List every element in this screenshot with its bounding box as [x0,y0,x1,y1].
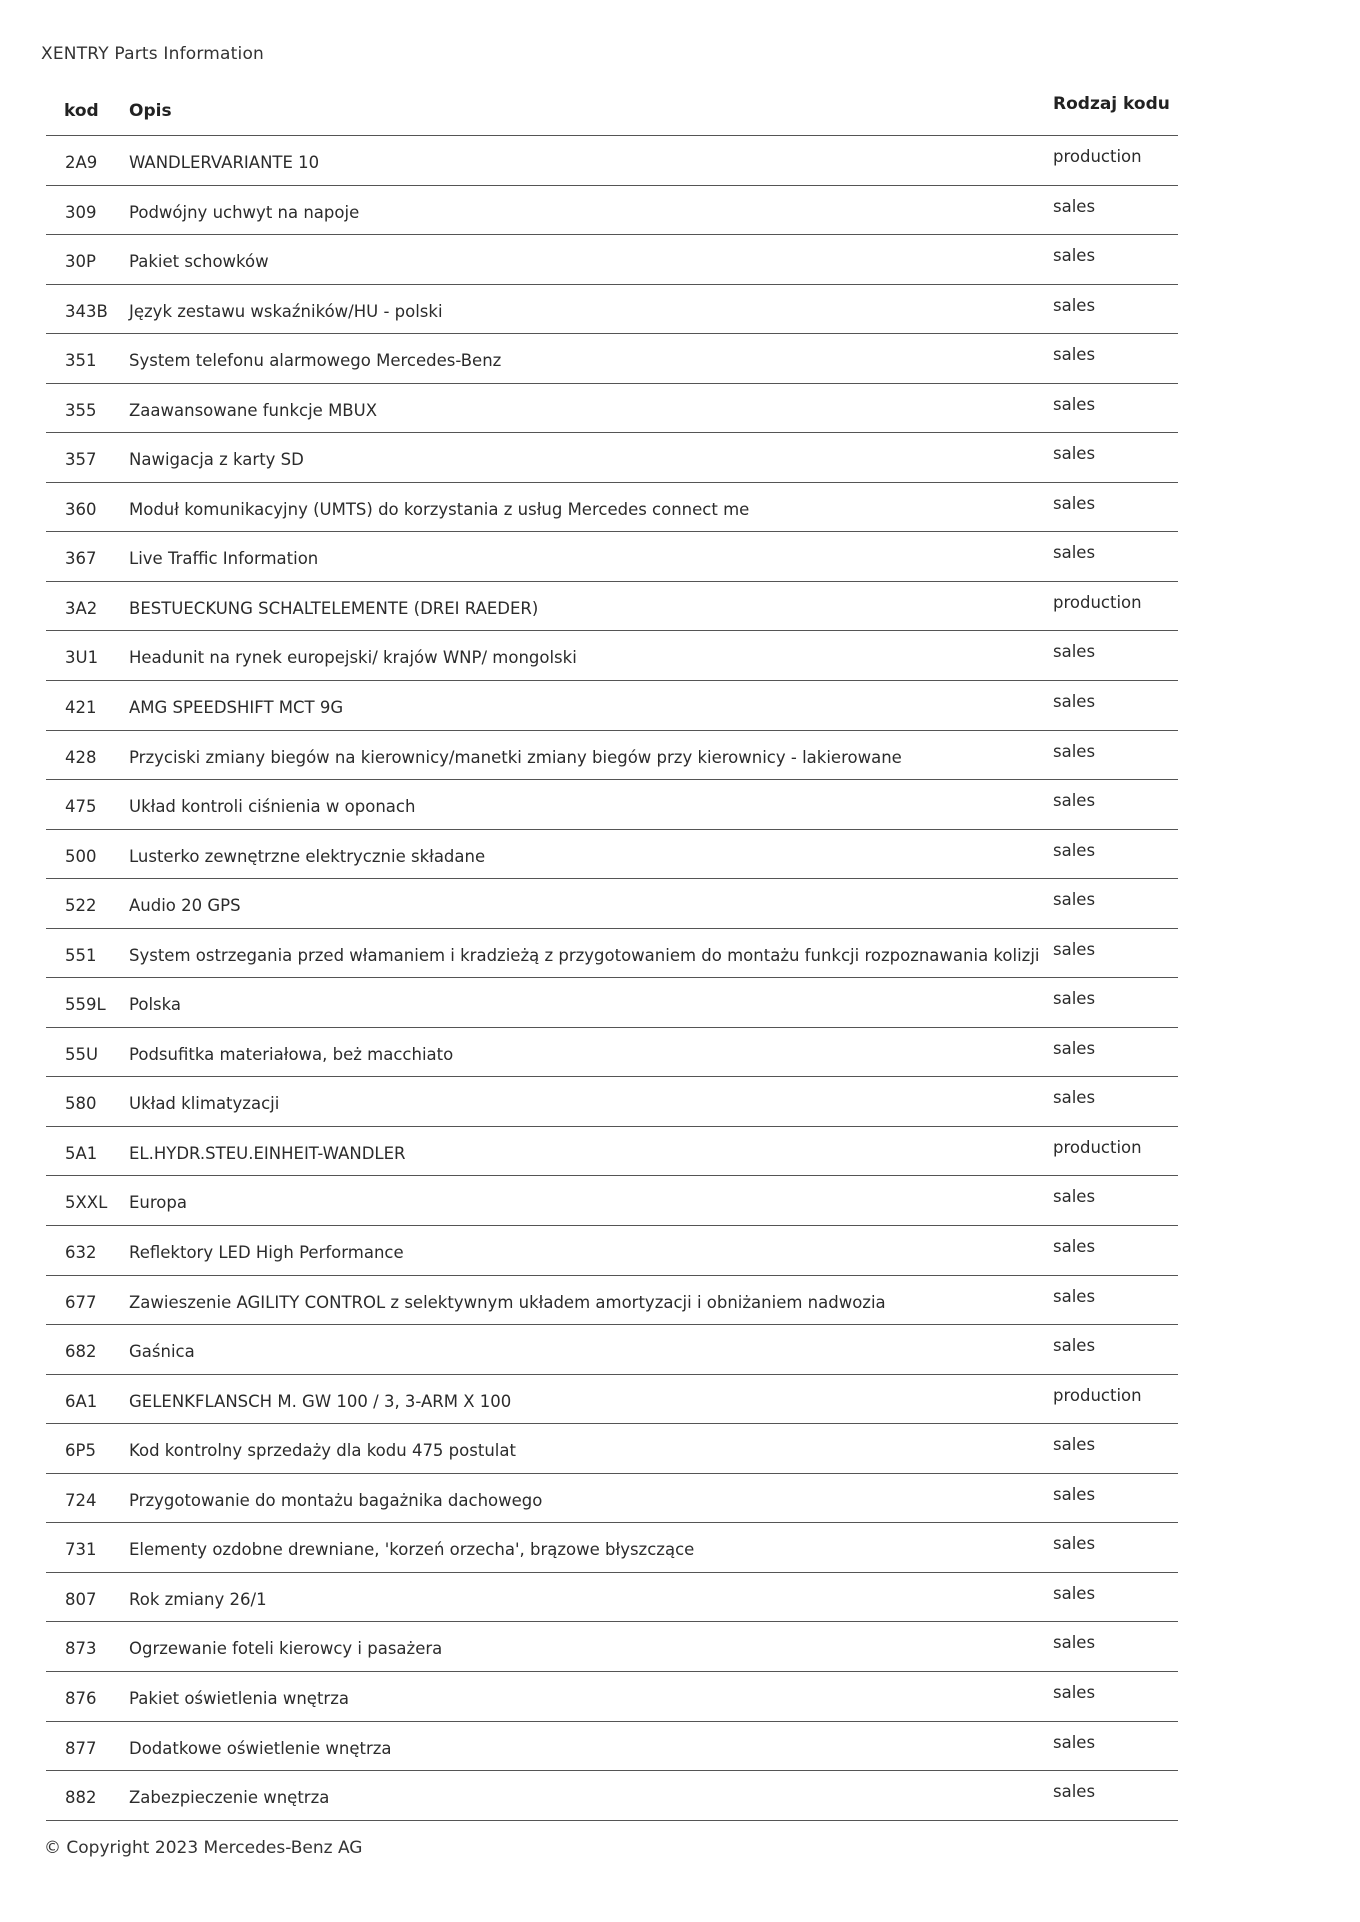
code-cell: 421 [65,698,97,718]
desc-cell: Europa [129,1193,187,1213]
table-row [46,929,1178,979]
code-cell: 724 [65,1490,97,1510]
desc-cell: Gaśnica [129,1342,195,1362]
type-cell: sales [1053,741,1096,761]
table-row [46,1523,1178,1573]
code-cell: 55U [65,1044,99,1064]
table-row [46,285,1178,335]
type-cell: sales [1053,543,1096,563]
table-row [46,1424,1178,1474]
table-row [46,1375,1178,1425]
desc-cell: WANDLERVARIANTE 10 [129,153,320,172]
table-row [46,136,1178,186]
type-cell: sales [1053,493,1096,513]
desc-cell: EL.HYDR.STEU.EINHEIT-WANDLER [129,1143,406,1163]
table-row [46,1176,1178,1226]
table-row [46,1226,1178,1276]
type-cell: production [1053,147,1142,166]
desc-cell: Audio 20 GPS [129,896,241,916]
type-cell: sales [1053,1088,1096,1108]
desc-cell: Przyciski zmiany biegów na kierownicy/manetki zmiany biegów przy kierownicy - lakierowane [129,747,902,767]
code-cell: 807 [65,1589,97,1609]
type-cell: sales [1053,345,1096,365]
codes-table [46,88,1178,1821]
code-cell: 6P5 [65,1441,96,1461]
type-cell: sales [1053,791,1096,811]
code-cell: 877 [65,1738,97,1758]
code-cell: 360 [65,499,97,519]
table-row [46,780,1178,830]
table-row [46,483,1178,533]
code-cell: 30P [65,252,96,272]
type-cell: sales [1053,444,1096,464]
code-cell: 475 [65,797,97,817]
desc-cell: Zawieszenie AGILITY CONTROL z selektywnym układem amortyzacji i obniżaniem nadwozia [129,1292,886,1312]
type-cell: sales [1053,1038,1096,1058]
desc-cell: System ostrzegania przed włamaniem i kradzieżą z przygotowaniem do montażu funkcji rozpoznawania kolizji [129,945,1040,965]
table-row [46,1474,1178,1524]
type-cell: sales [1053,1187,1096,1207]
code-cell: 5XXL [65,1193,108,1213]
desc-cell: Zabezpieczenie wnętrza [129,1788,330,1808]
type-cell: sales [1053,939,1096,959]
table-row [46,1722,1178,1772]
code-cell: 357 [65,450,97,470]
type-cell: sales [1053,1583,1096,1603]
desc-cell: System telefonu alarmowego Mercedes-Benz [129,351,502,371]
desc-cell: Układ klimatyzacji [129,1094,280,1114]
table-row [46,681,1178,731]
table-row [46,582,1178,632]
desc-cell: Headunit na rynek europejski/ krajów WNP/ mongolski [129,648,577,668]
type-cell: production [1053,592,1142,612]
code-cell: 6A1 [65,1391,98,1411]
desc-cell: Kod kontrolny sprzedaży dla kodu 475 postulat [129,1441,516,1461]
code-cell: 343B [65,301,108,321]
code-cell: 873 [65,1639,97,1659]
desc-cell: Ogrzewanie foteli kierowcy i pasażera [129,1639,443,1659]
desc-cell: BESTUECKUNG SCHALTELEMENTE (DREI RAEDER) [129,598,539,618]
type-cell: sales [1053,394,1096,414]
table-row [46,1028,1178,1078]
desc-cell: AMG SPEEDSHIFT MCT 9G [129,698,344,718]
table-row [46,1622,1178,1672]
type-cell: sales [1053,246,1096,266]
table-row [46,235,1178,285]
table-row [46,384,1178,434]
type-cell: sales [1053,196,1096,216]
type-cell: sales [1053,1534,1096,1554]
code-cell: 5A1 [65,1143,98,1163]
code-cell: 551 [65,945,97,965]
table-row [46,731,1178,781]
desc-cell: Dodatkowe oświetlenie wnętrza [129,1738,392,1758]
table-row [46,1771,1178,1821]
type-cell: production [1053,1137,1142,1157]
table-row [46,532,1178,582]
desc-cell: Zaawansowane funkcje MBUX [129,400,378,420]
code-cell: 500 [65,846,97,866]
column-header-code: kod [64,101,99,121]
table-row [46,879,1178,929]
table-row [46,1573,1178,1623]
code-cell: 3A2 [65,598,98,618]
type-cell: sales [1053,1336,1096,1356]
copyright-footer: © Copyright 2023 Mercedes-Benz AG [44,1838,363,1858]
desc-cell: GELENKFLANSCH M. GW 100 / 3, 3-ARM X 100 [129,1391,512,1411]
type-cell: sales [1053,1435,1096,1455]
code-cell: 2A9 [65,153,98,172]
type-cell: sales [1053,840,1096,860]
table-row [46,1672,1178,1722]
column-header-type: Rodzaj kodu [1053,94,1170,114]
code-cell: 351 [65,351,97,371]
table-header [46,88,1178,136]
code-cell: 559L [65,995,106,1015]
type-cell: sales [1053,1484,1096,1504]
code-cell: 309 [65,202,97,222]
code-cell: 428 [65,747,97,767]
code-cell: 882 [65,1788,97,1808]
page-title: XENTRY Parts Information [41,44,265,64]
table-row [46,334,1178,384]
desc-cell: Nawigacja z karty SD [129,450,304,470]
table-row [46,1077,1178,1127]
table-row [46,1325,1178,1375]
type-cell: sales [1053,1782,1096,1802]
desc-cell: Polska [129,995,182,1015]
type-cell: sales [1053,1682,1096,1702]
desc-cell: Pakiet schowków [129,252,269,272]
table-row [46,186,1178,236]
code-cell: 682 [65,1342,97,1362]
type-cell: sales [1053,890,1096,910]
table-row [46,830,1178,880]
desc-cell: Podsufitka materiałowa, beż macchiato [129,1044,454,1064]
code-cell: 677 [65,1292,97,1312]
code-cell: 3U1 [65,648,99,668]
code-cell: 876 [65,1688,97,1708]
table-row [46,1127,1178,1177]
code-cell: 522 [65,896,97,916]
table-row [46,1276,1178,1326]
desc-cell: Lusterko zewnętrzne elektrycznie składane [129,846,486,866]
type-cell: sales [1053,1732,1096,1752]
type-cell: sales [1053,692,1096,712]
type-cell: production [1053,1385,1142,1405]
code-cell: 355 [65,400,97,420]
desc-cell: Pakiet oświetlenia wnętrza [129,1688,349,1708]
column-header-description: Opis [129,101,172,121]
type-cell: sales [1053,1633,1096,1653]
code-cell: 731 [65,1540,97,1560]
table-row [46,631,1178,681]
desc-cell: Przygotowanie do montażu bagażnika dachowego [129,1490,543,1510]
type-cell: sales [1053,642,1096,662]
desc-cell: Moduł komunikacyjny (UMTS) do korzystania z usług Mercedes connect me [129,499,750,519]
type-cell: sales [1053,1237,1096,1257]
desc-cell: Elementy ozdobne drewniane, 'korzeń orzecha', brązowe błyszczące [129,1540,695,1560]
type-cell: sales [1053,1286,1096,1306]
table-row [46,433,1178,483]
code-cell: 632 [65,1243,97,1263]
desc-cell: Reflektory LED High Performance [129,1243,404,1263]
code-cell: 367 [65,549,97,569]
table-body [46,136,1178,1821]
desc-cell: Podwójny uchwyt na napoje [129,202,360,222]
type-cell: sales [1053,989,1096,1009]
desc-cell: Live Traffic Information [129,549,319,569]
desc-cell: Rok zmiany 26/1 [129,1589,267,1609]
desc-cell: Język zestawu wskaźników/HU - polski [129,301,443,321]
code-cell: 580 [65,1094,97,1114]
type-cell: sales [1053,295,1096,315]
table-row [46,978,1178,1028]
desc-cell: Układ kontroli ciśnienia w oponach [129,797,416,817]
